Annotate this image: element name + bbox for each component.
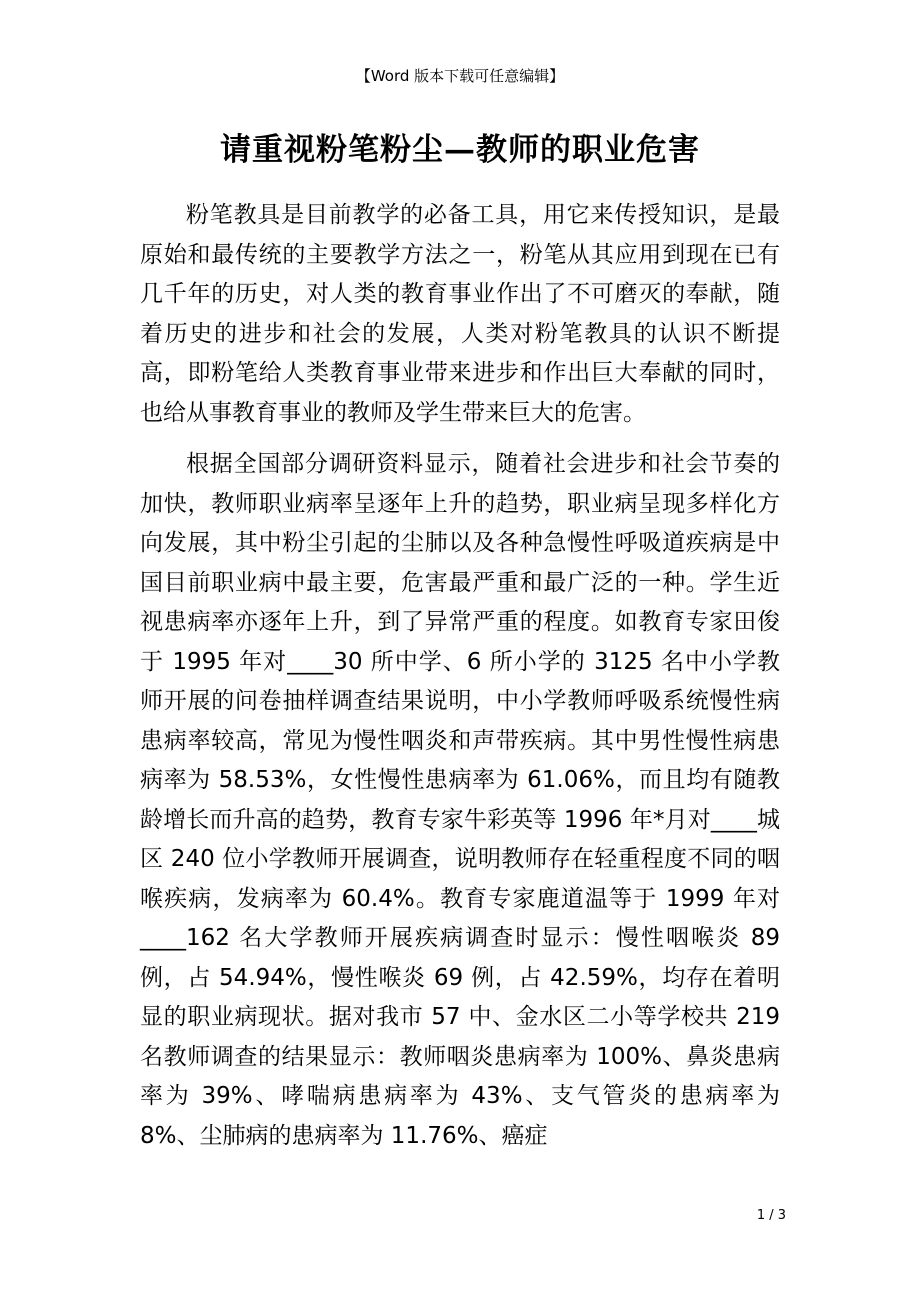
page-title: 请重视粉笔粉尘—教师的职业危害 bbox=[220, 132, 700, 168]
page-number: 1 / 3 bbox=[756, 1208, 786, 1223]
header-note: 【Word 版本下载可任意编辑】 bbox=[355, 67, 565, 85]
paragraph-2: 根据全国部分调研资料显示，随着社会进步和社会节奏的加快，教师职业病率呈逐年上升的趋势，职业病呈现多样化方向发展，其中粉尘引起的尘肺以及各种急慢性呼吸道疾病是中国目前职业病中最主要，危害最严重和最广泛的一种。学生近视患病率亦逐年上升，到了异常严重的程度。如教育专家田俊于 1995 年对____30 所中学、6 所小学的 3125 名中小学教师开展的问卷抽样调查结果说明，中小学教师呼吸系统慢性病患病率较高，常见为慢性咽炎和声带疾病。其中男性慢性病患病率为 58.53%，女性慢性患病率为 61.06%，而且均有随教龄增长而升高的趋势，教育专家牛彩英等 1996 年*月对____城区 240 位小学教师开展调查，说明教师存在轻重程度不同的咽喉疾病，发病率为 60.4%。教育专家鹿道温等于 1999 年对____162 名大学教师开展疾病调查时显示：慢性咽喉炎 89 例，占 54.94%，慢性喉炎 69 例，占 42.59%，均存在着明显的职业病现状。据对我市 57 中、金水区二小等学校共 219 名教师调查的结果显示：教师咽炎患病率为 100%、鼻炎患病率为 39%、哮喘病患病率为 43%、支气管炎的患病率为 8%、尘肺病的患病率为 11.76%、癌症 bbox=[140, 451, 780, 1149]
paragraph-1: 粉笔教具是目前教学的必备工具，用它来传授知识，是最原始和最传统的主要教学方法之一，粉笔从其应用到现在已有几千年的历史，对人类的教育事业作出了不可磨灭的奉献，随着历史的进步和社会的发展，人类对粉笔教具的认识不断提高，即粉笔给人类教育事业带来进步和作出巨大奉献的同时，也给从事教育事业的教师及学生带来巨大的危害。 bbox=[140, 202, 780, 426]
body-text bbox=[140, 196, 780, 1156]
